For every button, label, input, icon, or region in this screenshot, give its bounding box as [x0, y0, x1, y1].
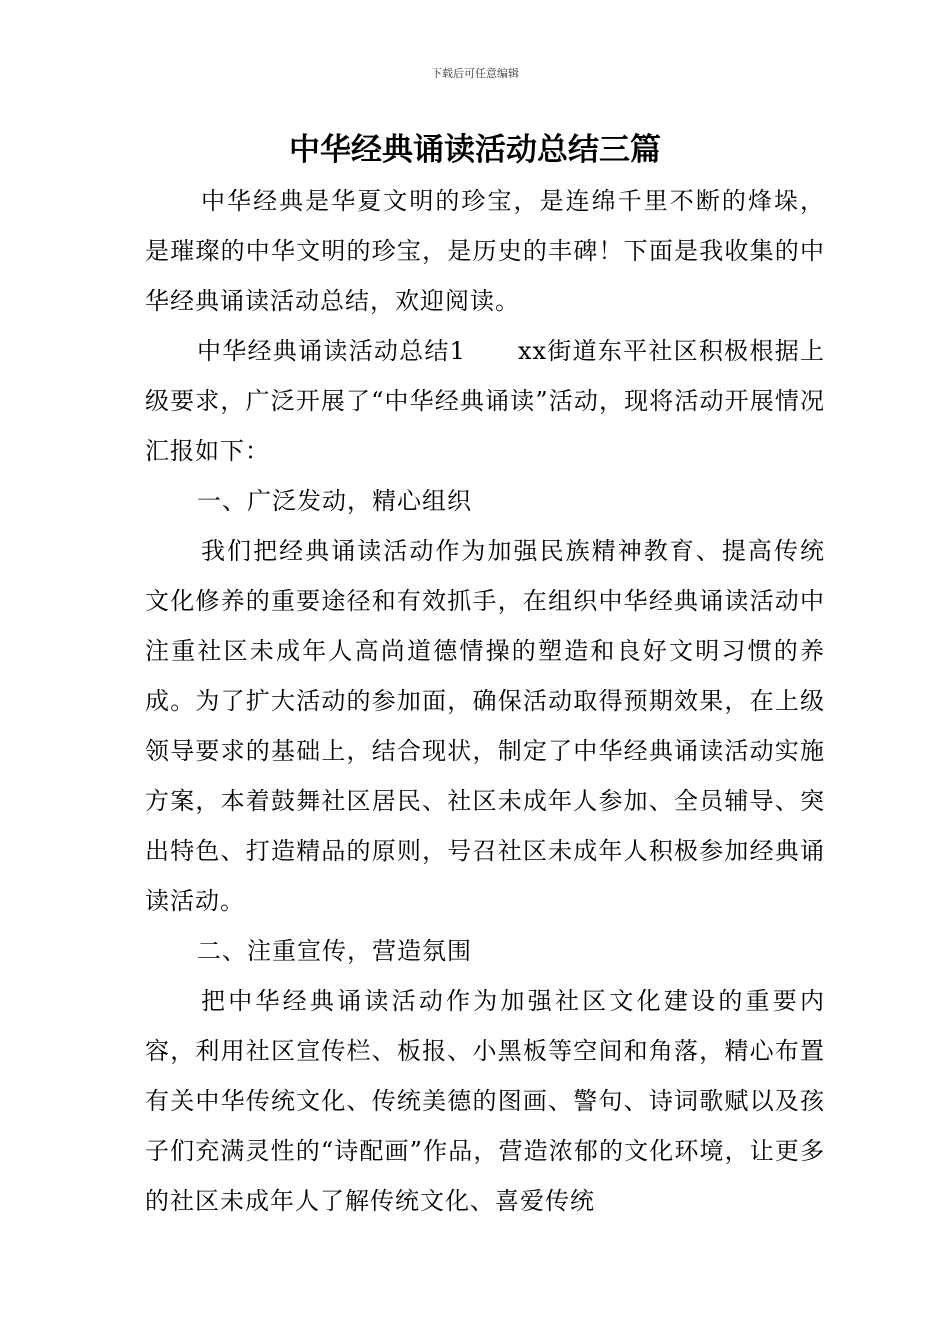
subsection1-body: 我们把经典诵读活动作为加强民族精神教育、提高传统文化修养的重要途径和有效抓手，在组织中华经典诵读活动中注重社区未成年人高尚道德情操的塑造和良好文明习惯的养成。为了扩大活动的参加面，确保活动取得预期效果，在上级领导要求的基础上，结合现状，制定了中华经典诵读活动实施方案，本着鼓舞社区居民、社区未成年人参加、全员辅导、突出特色、打造精品的原则，号召社区未成年人积极参加经典诵读活动。 — [145, 537, 825, 915]
header-note: 下载后可任意编辑 — [431, 67, 519, 80]
section1-heading: 中华经典诵读活动总结1 — [197, 337, 466, 365]
document-body — [145, 176, 825, 1226]
subsection2-body: 把中华经典诵读活动作为加强社区文化建设的重要内容，利用社区宣传栏、板报、小黑板等空间和角落，精心布置有关中华传统文化、传统美德的图画、警句、诗词歌赋以及孩子们充满灵性的“诗配画”作品，营造浓郁的文化环境，让更多的社区未成年人了解传统文化、喜爱传统 — [145, 987, 825, 1215]
intro-paragraph: 中华经典是华夏文明的珍宝，是连绵千里不断的烽垛，是璀璨的中华文明的珍宝，是历史的丰碑！下面是我收集的中华经典诵读活动总结，欢迎阅读。 — [145, 187, 825, 315]
document-title: 中华经典诵读活动总结三篇 — [289, 132, 661, 168]
subsection2-heading: 二、注重宣传，营造氛围 — [197, 937, 472, 965]
section1-paragraph — [145, 326, 825, 476]
section1-intro: xx街道东平社区积极根据上级要求，广泛开展了“中华经典诵读”活动，现将活动开展情况汇报如下： — [145, 337, 825, 465]
subsection1-heading: 一、广泛发动，精心组织 — [197, 487, 472, 515]
